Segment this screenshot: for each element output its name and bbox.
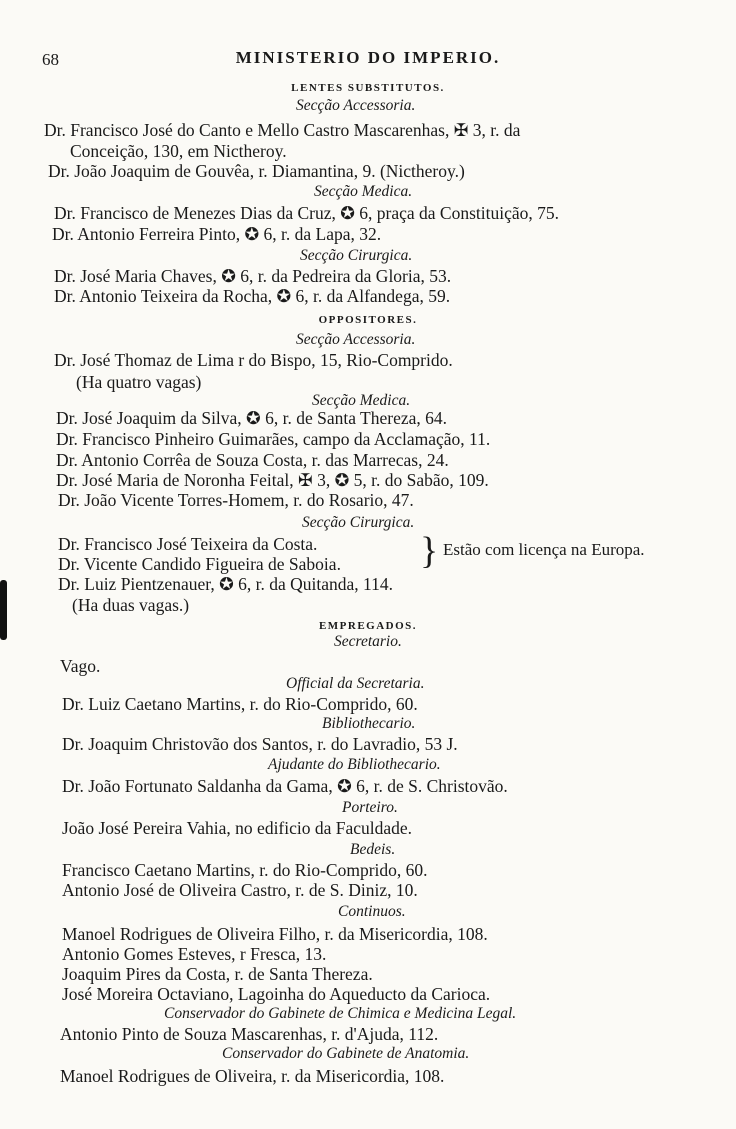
margin-ink-blot xyxy=(0,580,7,640)
entry-line: Dr. João Fortunato Saldanha da Gama, ✪ 6, r. de S. Christovão. xyxy=(62,776,508,796)
subsection-heading: Ajudante do Bibliothecario. xyxy=(268,756,441,773)
subsection-heading: Secção Accessoria. xyxy=(296,331,416,348)
entry-line: Dr. Antonio Teixeira da Rocha, ✪ 6, r. da Alfandega, 59. xyxy=(54,286,451,306)
subsection-heading: Conservador do Gabinete de Anatomia. xyxy=(222,1045,470,1062)
entry-line: Antonio Gomes Esteves, r Fresca, 13. xyxy=(62,944,327,964)
entry-line: Dr. Francisco Pinheiro Guimarães, campo da Acclamação, 11. xyxy=(56,429,491,449)
entry-line: Dr. José Maria de Noronha Feital, ✠ 3, ✪ 5, r. do Sabão, 109. xyxy=(56,470,489,490)
brace-mark: } xyxy=(420,530,439,572)
entry-line: Dr. Antonio Corrêa de Souza Costa, r. das Marrecas, 24. xyxy=(56,450,449,470)
entry-line: Dr. Antonio Ferreira Pinto, ✪ 6, r. da Lapa, 32. xyxy=(52,224,382,244)
entry-line: José Moreira Octaviano, Lagoinha do Aqueducto da Carioca. xyxy=(62,984,491,1004)
subsection-heading: Secção Medica. xyxy=(312,392,411,409)
entry-line: Dr. Francisco José do Canto e Mello Castro Mascarenhas, ✠ 3, r. da xyxy=(44,120,521,140)
section-heading: OPPOSITORES. xyxy=(318,314,418,326)
entry-line: Dr. João Joaquim de Gouvêa, r. Diamantina, 9. (Nictheroy.) xyxy=(48,161,465,181)
entry-line: João José Pereira Vahia, no edificio da Faculdade. xyxy=(62,818,413,838)
entry-line: Joaquim Pires da Costa, r. de Santa Thereza. xyxy=(62,964,373,984)
brace-note: Estão com licença na Europa. xyxy=(443,540,645,559)
section-heading: EMPREGADOS. xyxy=(318,620,418,632)
subsection-heading: Conservador do Gabinete de Chimica e Medicina Legal. xyxy=(164,1005,517,1022)
entry-line: Francisco Caetano Martins, r. do Rio-Comprido, 60. xyxy=(62,860,428,880)
subsection-heading: Secção Accessoria. xyxy=(296,97,416,114)
entry-line: Vago. xyxy=(60,656,101,676)
section-heading: LENTES SUBSTITUTOS. xyxy=(291,82,445,94)
page-number: 68 xyxy=(42,50,59,69)
entry-line: Manoel Rodrigues de Oliveira, r. da Misericordia, 108. xyxy=(60,1066,445,1086)
subsection-heading: Secretario. xyxy=(334,633,402,650)
entry-line: Dr. Luiz Caetano Martins, r. do Rio-Comprido, 60. xyxy=(62,694,418,714)
entry-line: Manoel Rodrigues de Oliveira Filho, r. da Misericordia, 108. xyxy=(62,924,488,944)
entry-line: Dr. Francisco de Menezes Dias da Cruz, ✪ 6, praça da Constituição, 75. xyxy=(54,203,560,223)
subsection-heading: Secção Cirurgica. xyxy=(302,514,415,531)
subsection-heading: Porteiro. xyxy=(342,799,398,816)
entry-line: Antonio Pinto de Souza Mascarenhas, r. d'Ajuda, 112. xyxy=(60,1024,439,1044)
entry-line: Dr. José Thomaz de Lima r do Bispo, 15, Rio-Comprido. xyxy=(54,350,453,370)
entry-line: Dr. Vicente Candido Figueira de Saboia. xyxy=(58,554,341,574)
subsection-heading: Official da Secretaria. xyxy=(286,675,425,692)
entry-line: Antonio José de Oliveira Castro, r. de S. Diniz, 10. xyxy=(62,880,418,900)
subsection-heading: Secção Cirurgica. xyxy=(300,247,413,264)
subsection-heading: Secção Medica. xyxy=(314,183,413,200)
entry-line: Dr. Joaquim Christovão dos Santos, r. do Lavradio, 53 J. xyxy=(62,734,458,754)
entry-line: (Ha quatro vagas) xyxy=(76,372,202,392)
running-title: MINISTERIO DO IMPERIO. xyxy=(235,48,501,67)
entry-line: Dr. Luiz Pientzenauer, ✪ 6, r. da Quitanda, 114. xyxy=(58,574,394,594)
subsection-heading: Bedeis. xyxy=(350,841,396,858)
subsection-heading: Continuos. xyxy=(338,903,406,920)
entry-line: (Ha duas vagas.) xyxy=(72,595,190,615)
entry-line: Dr. José Joaquim da Silva, ✪ 6, r. de Santa Thereza, 64. xyxy=(56,408,447,428)
entry-line: Conceição, 130, em Nictheroy. xyxy=(70,141,287,161)
subsection-heading: Bibliothecario. xyxy=(322,715,416,732)
entry-line: Dr. João Vicente Torres-Homem, r. do Rosario, 47. xyxy=(58,490,414,510)
entry-line: Dr. José Maria Chaves, ✪ 6, r. da Pedreira da Gloria, 53. xyxy=(54,266,452,286)
entry-line: Dr. Francisco José Teixeira da Costa. xyxy=(58,534,318,554)
